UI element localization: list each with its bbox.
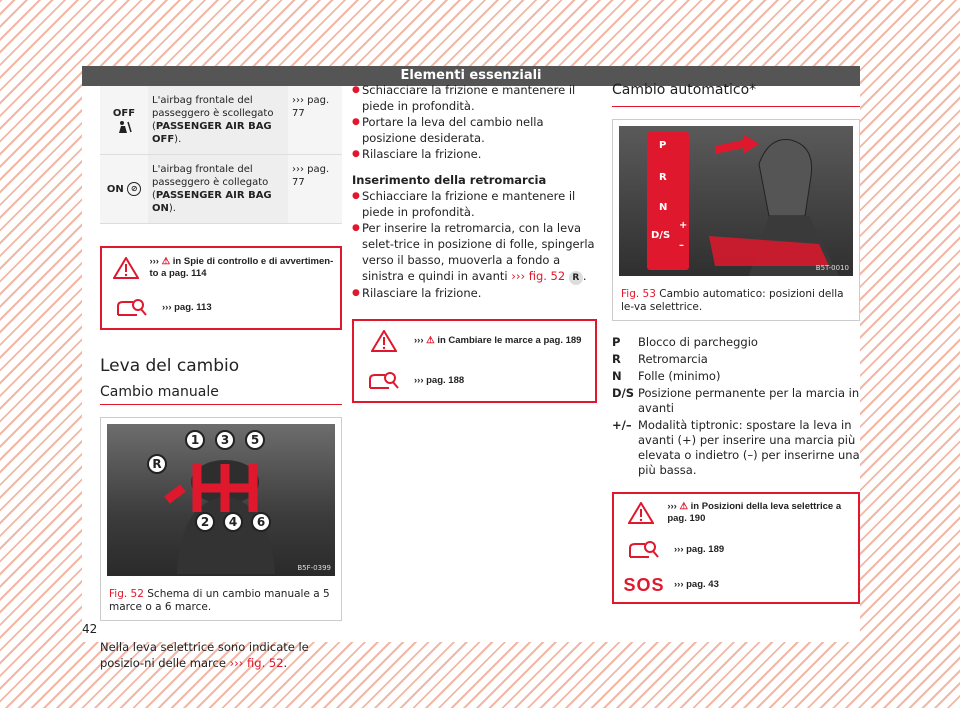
table-cell-desc: L'airbag frontale del passeggero è scollegato (PASSENGER AIR BAG OFF). — [148, 86, 288, 155]
figure-52 — [100, 417, 342, 621]
page-number: 42 — [82, 622, 98, 636]
list-item: ● Schiacciare la frizione e mantenere il piede in profondità. — [352, 82, 597, 114]
position-plus: + — [679, 220, 688, 231]
position-ds: D/S — [651, 230, 671, 241]
indicator-table — [100, 86, 342, 224]
figure-code: B5F-0399 — [297, 564, 331, 572]
position-n: N — [659, 202, 668, 213]
gear-label-6: 6 — [251, 512, 271, 532]
column-right — [612, 82, 860, 604]
warning-triangle-icon — [371, 330, 397, 352]
page — [82, 66, 860, 670]
passenger-airbag-icon — [116, 120, 132, 134]
legend-row: N Folle (minimo) — [612, 369, 721, 383]
gear-label-3: 3 — [215, 430, 235, 450]
selector-lever-drawing — [619, 126, 853, 276]
figure-caption: Fig. 53 Cambio automatico: posizioni della le-va selettrice. — [621, 288, 844, 313]
list-item: ● Per inserire la retromarcia, con la leva selet-trice in posizione di folle, spingerla verso il basso, muoverla a fondo a sinistra e quindi in avanti ››› fig. 52 R . — [352, 220, 597, 285]
position-minus: – — [679, 240, 684, 251]
figure-caption: Fig. 52 Schema di un cambio manuale a 5 marce o a 6 marce. — [109, 588, 330, 613]
legend-row: P Blocco di parcheggio — [612, 335, 758, 349]
running-header: Elementi essenziali — [82, 66, 860, 86]
reverse-badge: R — [569, 271, 583, 285]
warning-box: ››› ⚠ in Posizioni della leva selettrice a pag. 190 ››› pag. 189 SOS ››› pag. 43 — [612, 492, 860, 604]
gear-label-2: 2 — [195, 512, 215, 532]
figure-53 — [612, 119, 860, 321]
warning-small-icon: ⚠ — [679, 501, 689, 512]
no-child-seat-icon: ⊘ — [127, 182, 141, 196]
info-car-icon — [367, 370, 401, 392]
info-car-icon — [115, 297, 149, 319]
airbag-off-icon: OFF — [100, 86, 148, 155]
section-title: Leva del cambio — [100, 356, 240, 376]
bullet-list-2 — [352, 188, 597, 301]
position-r: R — [659, 172, 667, 183]
legend-row: D/S Posizione permanente per la marcia in avanti — [612, 386, 860, 415]
column-middle — [352, 82, 597, 403]
table-cell-ref[interactable]: ››› pag. 77 — [288, 86, 342, 155]
list-item: ● Schiacciare la frizione e mantenere il piede in profondità. — [352, 188, 597, 220]
paragraph-gears: Nella leva selettrice sono indicate le posizio-ni delle marce ››› fig. 52. — [100, 640, 309, 670]
warning-box: ››› ⚠ in Cambiare le marce a pag. 189 ››› pag. 188 — [352, 319, 597, 403]
legend-row: +/– Modalità tiptronic: spostare la leva in avanti (+) per inserire una marcia più elevata o indietro (–) per inserirne una più bassa. — [612, 418, 860, 477]
table-row — [100, 86, 342, 155]
bullet-list-1 — [352, 82, 597, 162]
section-subtitle: Cambio manuale — [100, 384, 342, 405]
list-item: ● Rilasciare la frizione. — [352, 285, 597, 301]
info-car-icon — [627, 539, 661, 561]
positions-legend — [612, 335, 860, 478]
airbag-on-icon: ON ⊘ — [100, 155, 148, 224]
gear-label-r: R — [147, 454, 167, 474]
table-row — [100, 155, 342, 224]
warning-triangle-icon — [628, 502, 654, 524]
column-left — [100, 86, 342, 671]
table-cell-ref[interactable]: ››› pag. 77 — [288, 155, 342, 224]
warning-small-icon: ⚠ — [426, 335, 435, 346]
section-heading — [100, 356, 342, 405]
subheading-reverse: Inserimento della retromarcia — [352, 173, 547, 187]
gear-label-1: 1 — [185, 430, 205, 450]
table-cell-desc: L'airbag frontale del passeggero è collegato (PASSENGER AIR BAG ON). — [148, 155, 288, 224]
gear-label-5: 5 — [245, 430, 265, 450]
gear-label-4: 4 — [223, 512, 243, 532]
warning-box: ››› ⚠ in Spie di controllo e di avvertimen-to a pag. 114 ››› pag. 113 — [100, 246, 342, 330]
list-item: ● Rilasciare la frizione. — [352, 146, 597, 162]
list-item: ● Portare la leva del cambio nella posizione desiderata. — [352, 114, 597, 146]
legend-row: R Retromarcia — [612, 352, 708, 366]
position-p: P — [659, 140, 667, 151]
manual-gearbox-image — [107, 424, 335, 576]
figure-link[interactable]: ››› fig. 52 — [511, 269, 566, 283]
warning-triangle-icon — [113, 257, 139, 279]
figure-code: B5T-0010 — [815, 264, 849, 272]
automatic-gearbox-image — [619, 126, 853, 276]
auto-gearbox-title: Cambio automatico* — [612, 82, 860, 107]
warning-small-icon: ⚠ — [161, 256, 171, 267]
sos-icon: SOS — [623, 574, 665, 595]
figure-link[interactable]: ››› fig. 52 — [229, 656, 284, 670]
